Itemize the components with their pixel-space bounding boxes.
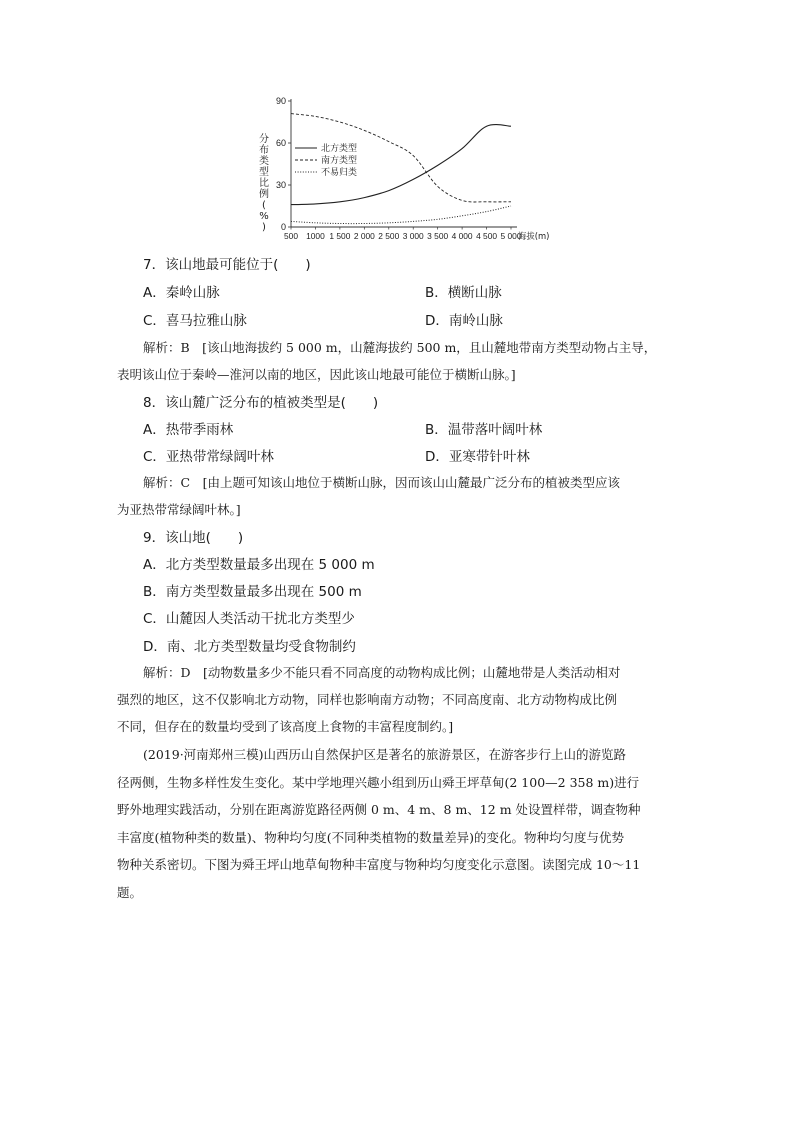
y-tick-label: 30 bbox=[275, 180, 286, 190]
chart-svg bbox=[252, 92, 550, 248]
y-axis-title-char: 比 bbox=[259, 178, 269, 189]
q9-analysis bbox=[117, 659, 680, 740]
x-tick-label: 1 500 bbox=[329, 231, 351, 241]
passage bbox=[117, 741, 680, 906]
q8-option-a: A．热带季雨林 bbox=[143, 422, 234, 438]
y-axis-title-char: % bbox=[259, 211, 269, 222]
x-tick-label: 4 000 bbox=[451, 231, 473, 241]
q7-option-b: B．横断山脉 bbox=[425, 285, 502, 301]
legend-label-1: 北方类型 bbox=[321, 144, 358, 155]
series-line-3 bbox=[291, 206, 511, 224]
q9-option-a: A．北方类型数量最多出现在 5 000 m bbox=[143, 557, 375, 573]
legend-label-3: 不易归类 bbox=[321, 168, 358, 179]
q7-analysis-line-2: 表明该山位于秦岭—淮河以南的地区，因此该山地最可能位于横断山脉。] bbox=[117, 367, 516, 382]
q7-option-c: C．喜马拉雅山脉 bbox=[143, 313, 247, 329]
q8-analysis-line-2: 为亚热带常绿阔叶林。] bbox=[117, 502, 241, 517]
x-tick-label: 3 500 bbox=[427, 231, 449, 241]
y-axis-title-text bbox=[258, 134, 270, 233]
passage-line-5: 物种关系密切。下图为舜王坪山地草甸物种丰富度与物种均匀度变化示意图。读图完成 10～11 bbox=[117, 857, 641, 872]
y-axis-title-char: 例 bbox=[259, 189, 269, 200]
passage-line-2: 径两侧，生物多样性发生变化。某中学地理兴趣小组到历山舜王坪草甸(2 100—2 358 m)进行 bbox=[117, 774, 640, 790]
y-axis-title-char: 类 bbox=[259, 156, 269, 167]
passage-line-6: 题。 bbox=[117, 884, 143, 900]
question-9-stem: 9．该山地( ) bbox=[143, 530, 244, 546]
q9-option-b: B．南方类型数量最多出现在 500 m bbox=[143, 584, 362, 600]
q7-option-a: A．秦岭山脉 bbox=[143, 285, 220, 301]
y-axis-title-char: 布 bbox=[259, 145, 269, 156]
q9-analysis-line-2: 强烈的地区，这不仅影响北方动物，同样也影响南方动物；不同高度南、北方动物构成比例 bbox=[117, 692, 618, 707]
q9-option-d: D．南、北方类型数量均受食物制约 bbox=[143, 639, 356, 655]
q8-option-c: C．亚热带常绿阔叶林 bbox=[143, 449, 274, 465]
x-tick-label: 4 500 bbox=[476, 231, 498, 241]
q7-option-d: D．南岭山脉 bbox=[425, 313, 503, 329]
q8-analysis-line-1: 解析：C [由上题可知该山地位于横断山脉，因而该山山麓最广泛分布的植被类型应该 bbox=[143, 475, 620, 490]
x-tick-label: 1000 bbox=[306, 231, 325, 241]
altitude-distribution-chart bbox=[252, 92, 550, 248]
x-tick-label: 3 000 bbox=[402, 231, 424, 241]
x-tick-label: 2 000 bbox=[353, 231, 375, 241]
question-7-stem: 7．该山地最可能位于( ) bbox=[143, 257, 311, 273]
passage-line-3: 野外地理实践活动，分别在距离游览路径两侧 0 m、4 m、8 m、12 m 处设置样带，调查物种 bbox=[117, 802, 641, 817]
x-tick-label: 5 000 bbox=[500, 231, 522, 241]
x-tick-label: 2 500 bbox=[378, 231, 400, 241]
q7-analysis bbox=[117, 334, 680, 388]
q9-analysis-line-1: 解析：D [动物数量多少不能只看不同高度的动物构成比例；山麓地带是人类活动相对 bbox=[143, 665, 621, 680]
q8-option-d: D．亚寒带针叶林 bbox=[425, 449, 530, 465]
q7-analysis-line-1: 解析：B [该山地海拔约 5 000 m，山麓海拔约 500 m，且山麓地带南方类型动物占主导， bbox=[143, 340, 657, 355]
question-8-stem: 8．该山麓广泛分布的植被类型是( ) bbox=[143, 395, 379, 411]
chart-y-axis-title bbox=[258, 134, 270, 233]
q8-option-b: B．温带落叶阔叶林 bbox=[425, 422, 543, 438]
passage-line-4: 丰富度(植物种类的数量)、物种均匀度(不同种类植物的数量差异)的变化。物种均匀度与优势 bbox=[117, 829, 625, 845]
legend-label-2: 南方类型 bbox=[321, 156, 358, 167]
y-axis-title-char: 型 bbox=[259, 167, 269, 178]
y-tick-label: 90 bbox=[275, 96, 286, 106]
y-axis-title-char: ( bbox=[262, 200, 266, 211]
y-axis-title-char: 分 bbox=[259, 134, 269, 145]
q9-option-c: C．山麓因人类活动干扰北方类型少 bbox=[143, 611, 355, 627]
q9-analysis-line-3: 不同，但存在的数量均受到了该高度上食物的丰富程度制约。] bbox=[117, 719, 454, 734]
x-tick-label: 500 bbox=[284, 231, 298, 241]
q8-analysis bbox=[117, 469, 680, 523]
y-tick-label: 60 bbox=[275, 138, 286, 148]
y-tick-label: 0 bbox=[280, 222, 286, 232]
y-axis-title-char: ) bbox=[262, 222, 266, 233]
x-axis-label: 海拔(m) bbox=[518, 231, 550, 241]
passage-line-1: (2019·河南郑州三模)山西历山自然保护区是著名的旅游景区，在游客步行上山的游览路 bbox=[143, 747, 627, 762]
